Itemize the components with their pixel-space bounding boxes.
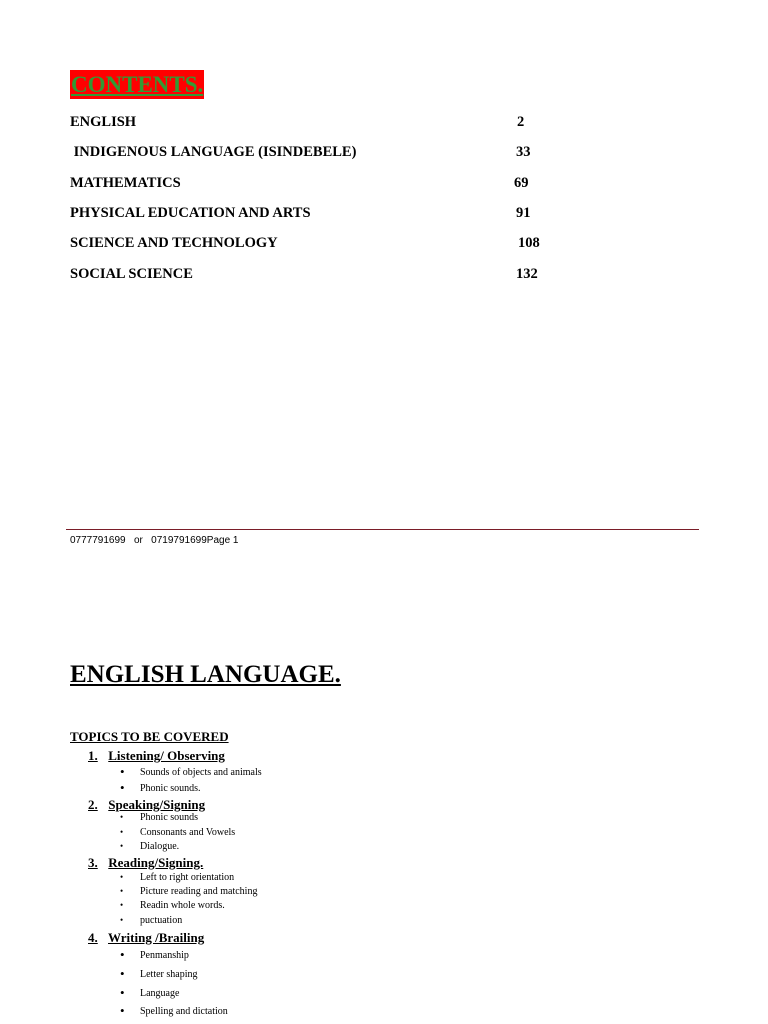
bullet-icon: •: [120, 966, 125, 981]
list-item-text: Phonic sounds.: [140, 783, 201, 794]
toc-page-number: 132: [516, 266, 538, 282]
list-item-text: Consonants and Vowels: [140, 827, 236, 838]
topic-number: 4.: [88, 930, 98, 945]
toc-row[interactable]: [0, 144, 768, 164]
list-item-text: Penmanship: [140, 950, 189, 961]
list-item-text: Left to right orientation: [140, 872, 235, 883]
toc-row[interactable]: [0, 205, 768, 225]
bullet-icon: •: [120, 872, 124, 882]
topic-title: Writing /Brailing: [108, 930, 205, 945]
list-item-text: Phonic sounds: [140, 812, 199, 823]
bullet-icon: •: [120, 900, 124, 910]
list-item-text: Language: [140, 988, 180, 999]
topic-heading-listening: [88, 748, 225, 764]
toc-title: MATHEMATICS: [70, 175, 181, 191]
bullet-icon: •: [120, 947, 125, 962]
toc-title: SCIENCE AND TECHNOLOGY: [70, 235, 278, 251]
english-language-heading: ENGLISH LANGUAGE.: [70, 661, 341, 688]
toc-row[interactable]: [0, 235, 768, 255]
contents-heading: CONTENTS.: [71, 72, 204, 97]
topic-number: 2.: [88, 797, 98, 812]
list-item-text: Dialogue.: [140, 841, 180, 852]
bullet-icon: •: [120, 827, 124, 837]
topic-number: 3.: [88, 855, 98, 870]
bullet-icon: •: [120, 812, 124, 822]
toc-row[interactable]: [0, 114, 768, 134]
page-footer: 0777791699 or 0719791699Page 1: [70, 535, 239, 546]
list-item-text: Letter shaping: [140, 969, 198, 980]
toc-title: SOCIAL SCIENCE: [70, 266, 193, 282]
topic-heading-reading: [88, 855, 203, 871]
list-item-text: Picture reading and matching: [140, 886, 258, 897]
toc-page-number: 69: [514, 175, 529, 191]
toc-page-number: 2: [517, 114, 525, 130]
footer-divider: [66, 529, 699, 530]
list-item-text: Readin whole words.: [140, 900, 225, 911]
topic-title: Reading/Signing.: [108, 855, 204, 870]
topic-number: 1.: [88, 748, 98, 763]
bullet-icon: •: [120, 764, 125, 779]
topic-heading-writing: [88, 930, 204, 946]
toc-page-number: 91: [516, 205, 531, 221]
bullet-icon: •: [120, 780, 125, 795]
topics-heading: TOPICS TO BE COVERED: [70, 729, 229, 744]
bullet-icon: •: [120, 841, 124, 851]
bullet-icon: •: [120, 985, 125, 1000]
list-item-text: puctuation: [140, 915, 183, 926]
toc-title: INDIGENOUS LANGUAGE (ISINDEBELE): [70, 144, 357, 160]
toc-page-number: 108: [518, 235, 540, 251]
bullet-icon: •: [120, 1003, 125, 1018]
bullet-icon: •: [120, 886, 124, 896]
toc-title: ENGLISH: [70, 114, 137, 130]
list-item-text: Spelling and dictation: [140, 1006, 228, 1017]
bullet-icon: •: [120, 915, 124, 925]
toc-page-number: 33: [516, 144, 531, 160]
topic-heading-speaking: [88, 797, 205, 813]
toc-row[interactable]: [0, 266, 768, 286]
topic-title: Speaking/Signing: [108, 797, 206, 812]
topic-title: Listening/ Observing: [108, 748, 225, 763]
list-item-text: Sounds of objects and animals: [140, 767, 262, 778]
toc-row[interactable]: [0, 175, 768, 195]
toc-title: PHYSICAL EDUCATION AND ARTS: [70, 205, 311, 221]
